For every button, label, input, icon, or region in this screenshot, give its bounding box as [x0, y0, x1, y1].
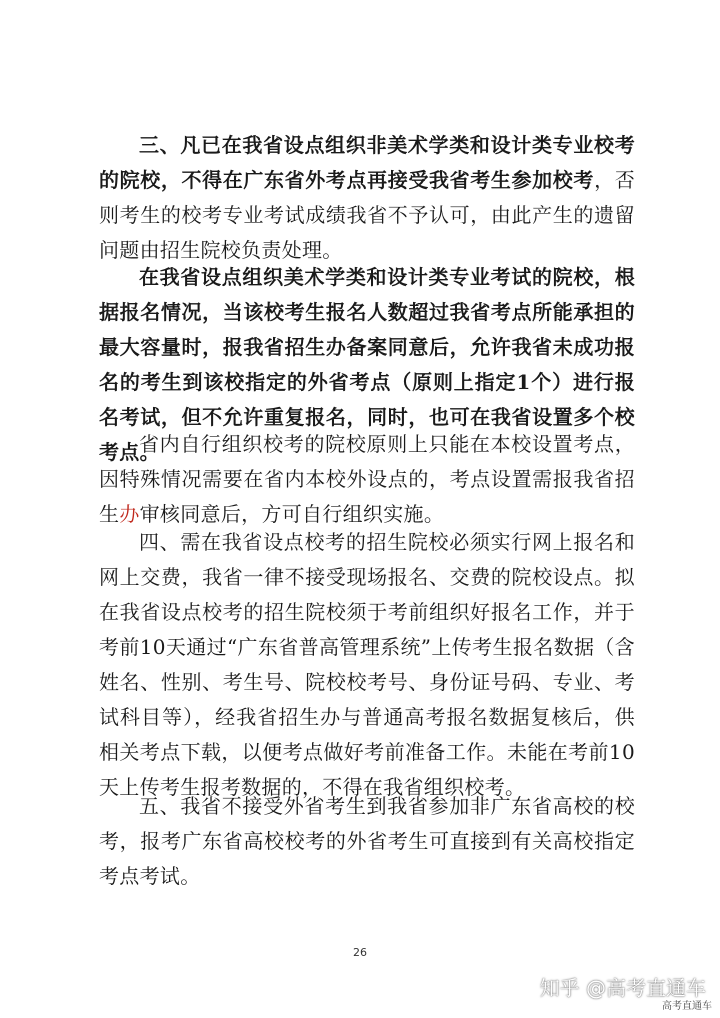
paragraph-in-province-text-before: 省内自行组织校考的院校原则上只能在本校设置考点，因特殊情况需要在省内本校外设点的，考点设置需报我省招生 [99, 432, 635, 526]
page-number: 26 [353, 946, 367, 959]
paragraph-4-online-registration: 四、需在我省设点校考的招生院校必须实行网上报名和网上交费，我省一律不接受现场报名、交费的院校设点。拟在我省设点校考的招生院校须于考前组织好报名工作，并于考前10天通过“广东省普高管理系统”上传考生报名数据（含姓名、性别、考生号、院校校考号、身份证号码、专业、考试科目等），经我省招生办与普通高考报名数据复核后，供相关考点下载，以便考点做好考前准备工作。未能在考前10天上传考生报考数据的，不得在我省组织校考。 [99, 530, 635, 799]
paragraph-in-province-text-after: 审核同意后，方可自行组织实施。 [139, 502, 445, 526]
paragraph-3-rule [99, 128, 635, 268]
paragraph-3-bold-text: 三、凡已在我省设点组织非美术学类和设计类专业校考的院校，不得在广东省外考点再接受我省考生参加校考 [99, 133, 635, 192]
paragraph-5-out-of-province: 五、我省不接受外省考生到我省参加非广东省高校的校考，报考广东省高校校考的外省考生可直接到有关高校指定考点考试。 [99, 794, 635, 888]
zhihu-watermark: 知乎 @高考直通车 [539, 976, 706, 1000]
paragraph-in-province-rule [99, 427, 635, 532]
highlight-red-char: 办 [119, 502, 140, 526]
paragraph-3-normal-text: ，否则考生的校考专业考试成绩我省不予认可，由此产生的遗留问题由招生院校负责处理。 [99, 168, 635, 262]
watermark-subtext: 高考直通车 [662, 1001, 712, 1012]
paragraph-art-design-rule: 在我省设点组织美术学类和设计类专业考试的院校，根据报名情况，当该校考生报名人数超过我省考点所能承担的最大容量时，报我省招生办备案同意后，允许我省未成功报名的考生到该校指定的外省考点（原则上指定1个）进行报名考试，但不允许重复报名，同时，也可在我省设置多个校考点。 [99, 265, 635, 464]
